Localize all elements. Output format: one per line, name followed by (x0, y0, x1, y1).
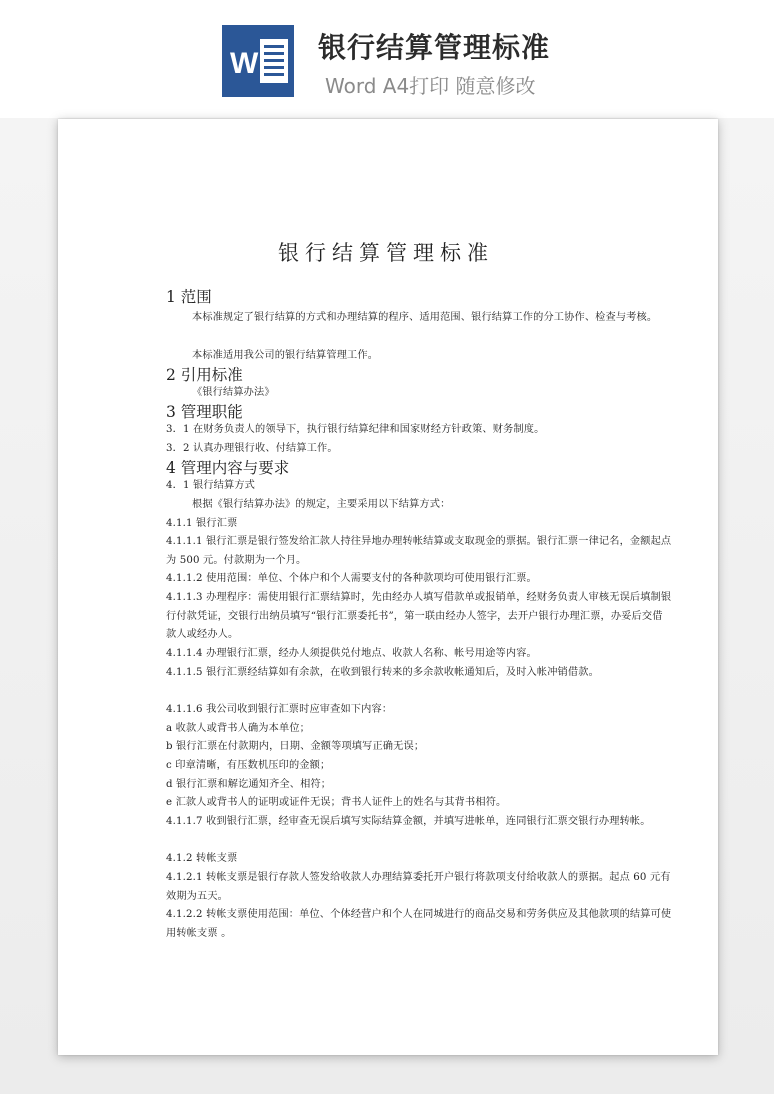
word-app-icon (222, 25, 294, 97)
paragraph: 4.1.2.1 转帐支票是银行存款人签发给收款人办理结算委托开户银行将款项支付给收款人的票据。起点 60 元有效期为五天。 (166, 872, 671, 902)
paragraph: 4．1 银行结算方式 (166, 480, 256, 491)
paragraph: b 银行汇票在付款期内，日期、金额等项填写正确无误； (166, 741, 425, 752)
paragraph: 4.1.2.2 转帐支票使用范围：单位、个体经营户和个人在同城进行的商品交易和劳务供应及其他款项的结算可使用转帐支票 。 (166, 909, 672, 939)
paragraph: d 银行汇票和解讫通知齐全、相符； (166, 779, 332, 790)
paragraph: 4.1.1.2 使用范围：单位、个体户和个人需要支付的各种款项均可使用银行汇票。 (166, 573, 537, 584)
paragraph: 《银行结算办法》 (192, 387, 275, 398)
paragraph: 4.1.1 银行汇票 (166, 518, 238, 529)
paragraph: 本标准适用我公司的银行结算管理工作。 (192, 350, 379, 361)
paragraph: 3．1 在财务负责人的领导下，执行银行结算纪律和国家财经方针政策、财务制度。 (166, 424, 545, 435)
paragraph: 4.1.1.1 银行汇票是银行签发给汇款人持往异地办理转帐结算或支取现金的票据。银行汇票一律记名，金额起点为 500 元。付款期为一个月。 (166, 536, 672, 566)
paragraph: 本标准规定了银行结算的方式和办理结算的程序、适用范围、银行结算工作的分工协作、检查与考核。 (192, 312, 658, 323)
logo-letter: W (230, 47, 259, 80)
section-heading-3: 3 管理职能 (166, 403, 243, 421)
document-page (58, 119, 718, 1055)
paragraph: c 印章清晰，有压数机压印的金额； (166, 760, 331, 771)
paragraph: a 收款人或背书人确为本单位； (166, 723, 310, 734)
paragraph: 4.1.1.7 收到银行汇票，经审查无误后填写实际结算金额，并填写进帐单，连同银行汇票交银行办理转帐。 (166, 816, 651, 827)
banner-title: 银行结算管理标准 (318, 31, 551, 64)
section-heading-1: 1 范围 (166, 288, 212, 306)
paragraph: 4.1.1.6 我公司收到银行汇票时应审查如下内容： (166, 704, 393, 715)
paragraph: e 汇款人或背书人的证明或证件无误；背书人证件上的姓名与其背书相符。 (166, 797, 507, 808)
section-heading-4: 4 管理内容与要求 (166, 459, 290, 477)
paragraph: 4.1.1.4 办理银行汇票，经办人须提供兑付地点、收款人名称、帐号用途等内容。 (166, 648, 537, 659)
section-heading-2: 2 引用标准 (166, 366, 243, 384)
banner (0, 0, 774, 118)
banner-subtitle: Word A4打印 随意修改 (325, 74, 536, 98)
paragraph: 4.1.1.5 银行汇票经结算如有余款，在收到银行转来的多余款收帐通知后，及时入帐冲销借款。 (166, 667, 599, 678)
document-title: 银行结算管理标准 (278, 241, 494, 265)
paragraph: 3．2 认真办理银行收、付结算工作。 (166, 443, 338, 454)
paragraph: 4.1.2 转帐支票 (166, 853, 238, 864)
paragraph: 根据《银行结算办法》的规定，主要采用以下结算方式： (192, 499, 451, 510)
paragraph: 4.1.1.3 办理程序：需使用银行汇票结算时，先由经办人填写借款单或报销单，经财务负责人审核无误后填制银行付款凭证，交银行出纳员填写“银行汇票委托书”，第一联由经办人签字，去开户银行办理汇票，办妥后交借款人或经办人。 (166, 592, 672, 641)
